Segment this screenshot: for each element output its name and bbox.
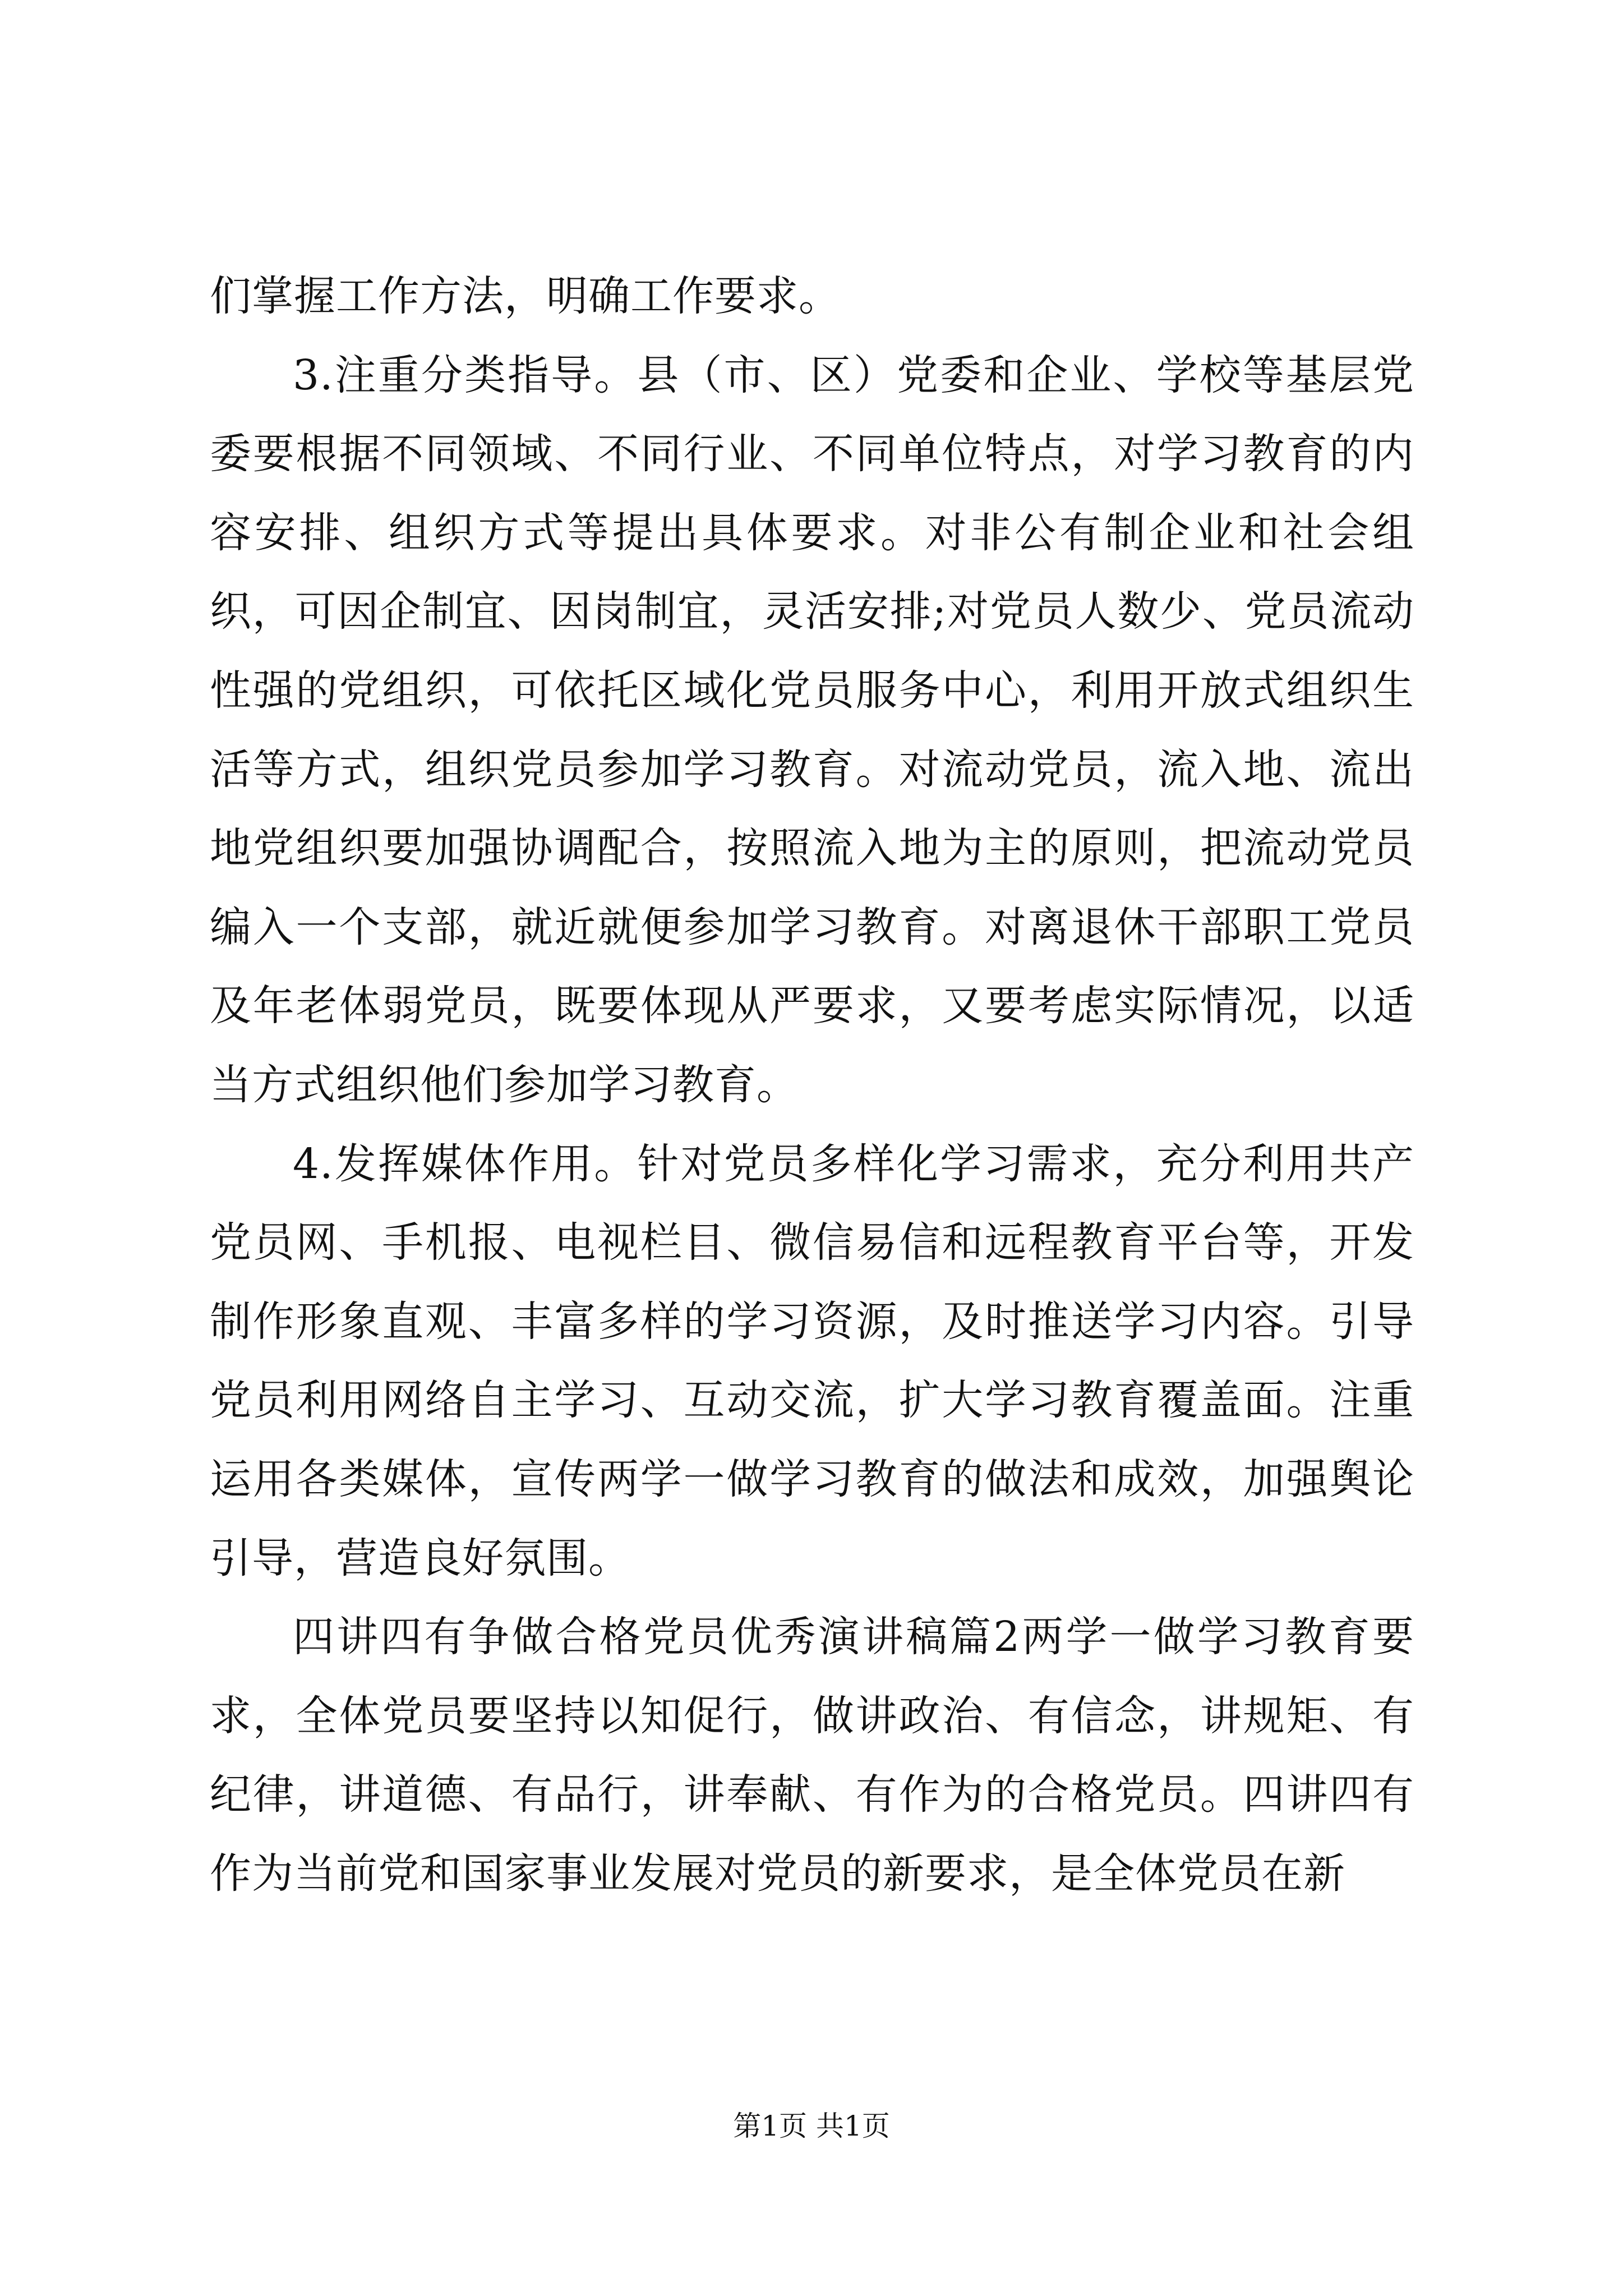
paragraph-1: 们掌握工作方法，明确工作要求。 — [210, 272, 841, 320]
paragraph-2: 3.注重分类指导。县（市、区）党委和企业、学校等基层党委要根据不同领域、不同行业、不同单位特点，对学习教育的内容安排、组织方式等提出具体要求。对非公有制企业和社会组织，可因企制宜、因岗制宜，灵活安排;对党员人数少、党员流动性强的党组织，可依托区域化党员服务中心，利用开放式组织生活等方式，组织党员参加学习教育。对流动党员，流入地、流出地党组织要加强协调配合，按照流入地为主的原则，把流动党员编入一个支部，就近就便参加学习教育。对离退休干部职工党员及年老体弱党员，既要体现从严要求，又要考虑实际情况，以适当方式组织他们参加学习教育。 — [210, 351, 1414, 1109]
paragraph-3: 4.发挥媒体作用。针对党员多样化学习需求，充分利用共产党员网、手机报、电视栏目、微信易信和远程教育平台等，开发制作形象直观、丰富多样的学习资源，及时推送学习内容。引导党员利用网络自主学习、互动交流，扩大学习教育覆盖面。注重运用各类媒体，宣传两学一做学习教育的做法和成效，加强舆论引导，营造良好氛围。 — [210, 1139, 1414, 1582]
document-body — [210, 257, 1414, 1913]
page-footer — [0, 2109, 1623, 2143]
page-number-label: 第1页 共1页 — [733, 2110, 890, 2142]
paragraph-4: 四讲四有争做合格党员优秀演讲稿篇2两学一做学习教育要求，全体党员要坚持以知促行，做讲政治、有信念，讲规矩、有纪律，讲道德、有品行，讲奉献、有作为的合格党员。四讲四有作为当前党和国家事业发展对党员的新要求，是全体党员在新 — [210, 1613, 1414, 1898]
